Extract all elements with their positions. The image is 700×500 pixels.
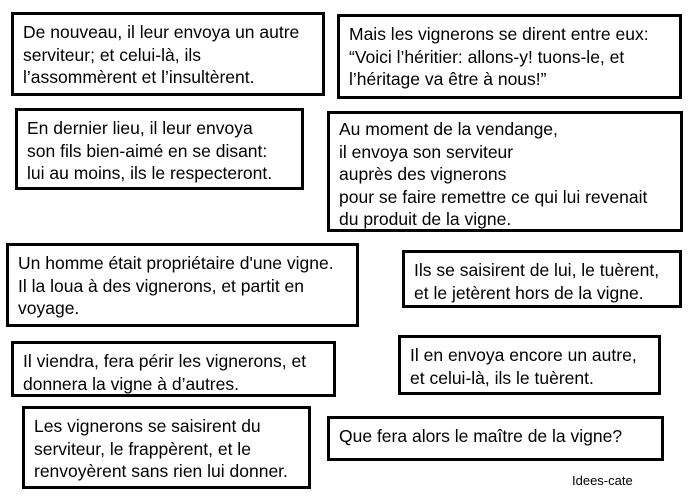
card-un-homme: Un homme était propriétaire d'une vigne. Il la loua à des vignerons, et partit en voyage. <box>6 243 359 327</box>
card-il-en-envoya: Il en envoya encore un autre, et celui-là, ils le tuèrent. <box>398 335 661 395</box>
card-en-dernier-lieu: En dernier lieu, il leur envoya son fils bien-aimé en se disant: lui au moins, ils le respecteront. <box>15 108 304 190</box>
card-que-fera: Que fera alors le maître de la vigne? <box>327 416 664 461</box>
card-les-vignerons-se-saisirent: Les vignerons se saisirent du serviteur, le frappèrent, et le renvoyèrent sans rien lui donner. <box>22 406 311 489</box>
card-il-viendra: Il viendra, fera périr les vignerons, et donnera la vigne à d’autres. <box>11 341 336 397</box>
card-ils-se-saisirent: Ils se saisirent de lui, le tuèrent, et le jetèrent hors de la vigne. <box>402 250 682 308</box>
card-mais-les-vignerons: Mais les vignerons se dirent entre eux: “Voici l’héritier: allons-y! tuons-le, et l’héritage va être à nous!” <box>337 14 682 99</box>
card-au-moment: Au moment de la vendange, il envoya son serviteur auprès des vignerons pour se faire remettre ce qui lui revenait du produit de la vigne. <box>327 111 683 232</box>
credit-text: Idees-cate <box>572 473 633 488</box>
card-de-nouveau: De nouveau, il leur envoya un autre serviteur; et celui-là, ils l’assommèrent et l’insultèrent. <box>11 12 325 96</box>
